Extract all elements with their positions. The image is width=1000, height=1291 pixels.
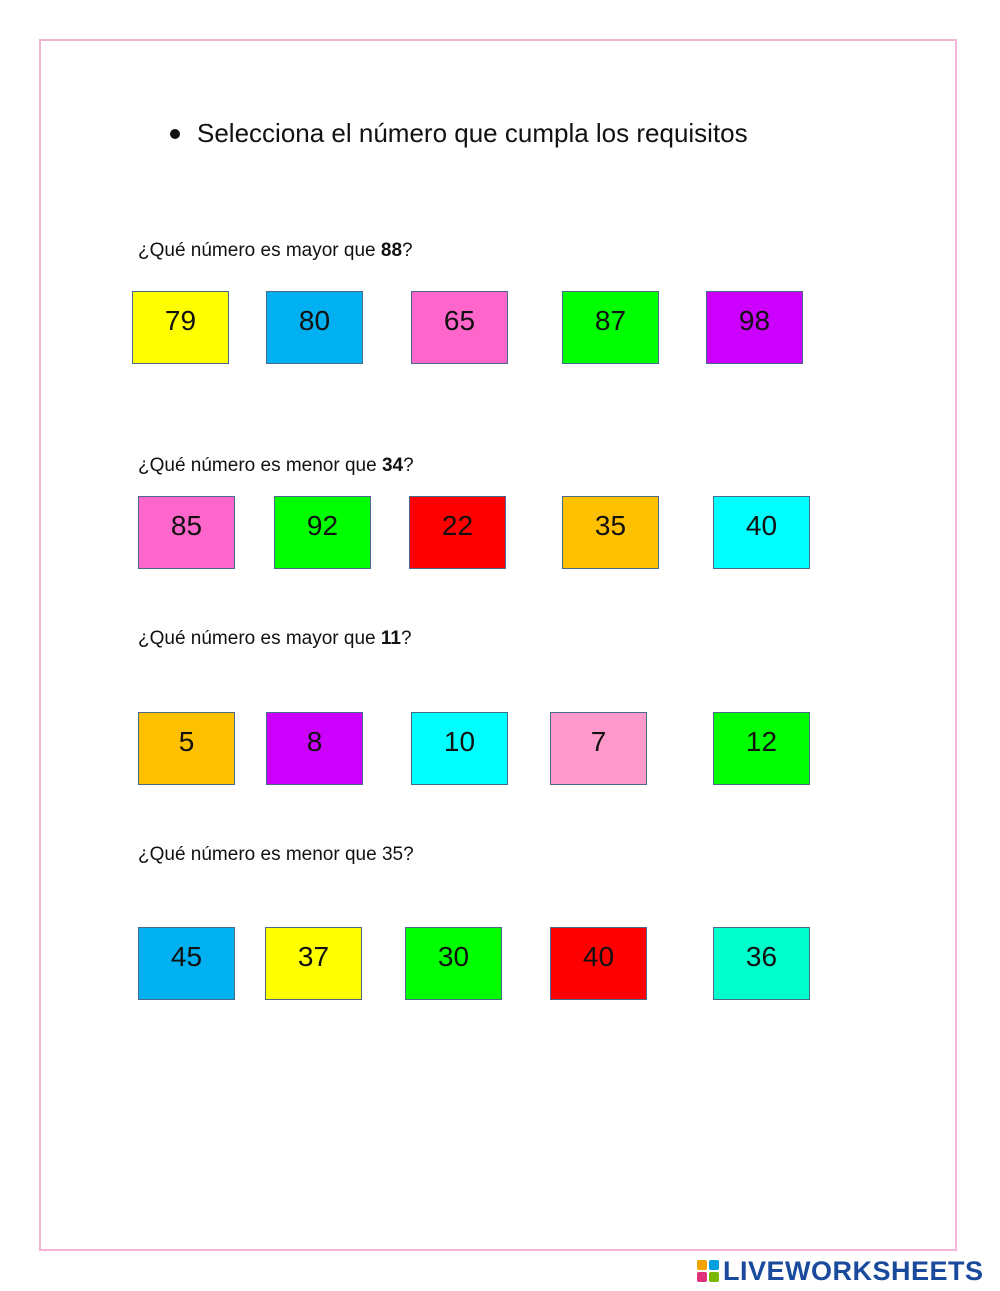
question-3 <box>138 628 412 650</box>
option-q3-3[interactable]: 10 <box>411 712 508 785</box>
question-3-number: 11 <box>380 628 401 649</box>
option-q4-3[interactable]: 30 <box>405 927 502 1000</box>
question-3-prefix: ¿Qué número es mayor que <box>138 628 381 649</box>
option-q4-4[interactable]: 40 <box>550 927 647 1000</box>
logo-square-2 <box>709 1260 719 1270</box>
option-q2-5[interactable]: 40 <box>713 496 810 569</box>
instruction-text: Selecciona el número que cumpla los requisitos <box>197 118 748 148</box>
option-q2-4[interactable]: 35 <box>562 496 659 569</box>
option-q3-2[interactable]: 8 <box>266 712 363 785</box>
option-q1-4[interactable]: 87 <box>562 291 659 364</box>
liveworksheets-brand <box>697 1255 984 1287</box>
option-q1-5[interactable]: 98 <box>706 291 803 364</box>
question-2-suffix: ? <box>403 455 414 476</box>
option-q1-1[interactable]: 79 <box>132 291 229 364</box>
question-1-prefix: ¿Qué número es mayor que <box>138 240 381 261</box>
question-3-suffix: ? <box>400 628 412 649</box>
question-2-number: 34 <box>381 455 404 476</box>
option-q2-1[interactable]: 85 <box>138 496 235 569</box>
option-q3-1[interactable]: 5 <box>138 712 235 785</box>
instruction <box>170 118 748 149</box>
option-q4-2[interactable]: 37 <box>265 927 362 1000</box>
logo-square-1 <box>697 1260 707 1270</box>
option-q4-1[interactable]: 45 <box>138 927 235 1000</box>
option-q2-3[interactable]: 22 <box>409 496 506 569</box>
question-2 <box>138 455 414 477</box>
option-q4-5[interactable]: 36 <box>713 927 810 1000</box>
logo-square-4 <box>709 1272 719 1282</box>
brand-text: LIVEWORKSHEETS <box>723 1255 984 1286</box>
question-1-suffix: ? <box>402 240 413 261</box>
question-1-number: 88 <box>380 240 403 261</box>
liveworksheets-logo-icon <box>697 1260 719 1282</box>
option-q1-3[interactable]: 65 <box>411 291 508 364</box>
option-q2-2[interactable]: 92 <box>274 496 371 569</box>
question-4: ¿Qué número es menor que 35? <box>138 844 414 865</box>
option-q3-4[interactable]: 7 <box>550 712 647 785</box>
option-q3-5[interactable]: 12 <box>713 712 810 785</box>
option-q1-2[interactable]: 80 <box>266 291 363 364</box>
question-1 <box>138 240 413 262</box>
bullet-icon <box>170 129 180 139</box>
logo-square-3 <box>697 1272 707 1282</box>
question-2-prefix: ¿Qué número es menor que <box>138 455 382 476</box>
